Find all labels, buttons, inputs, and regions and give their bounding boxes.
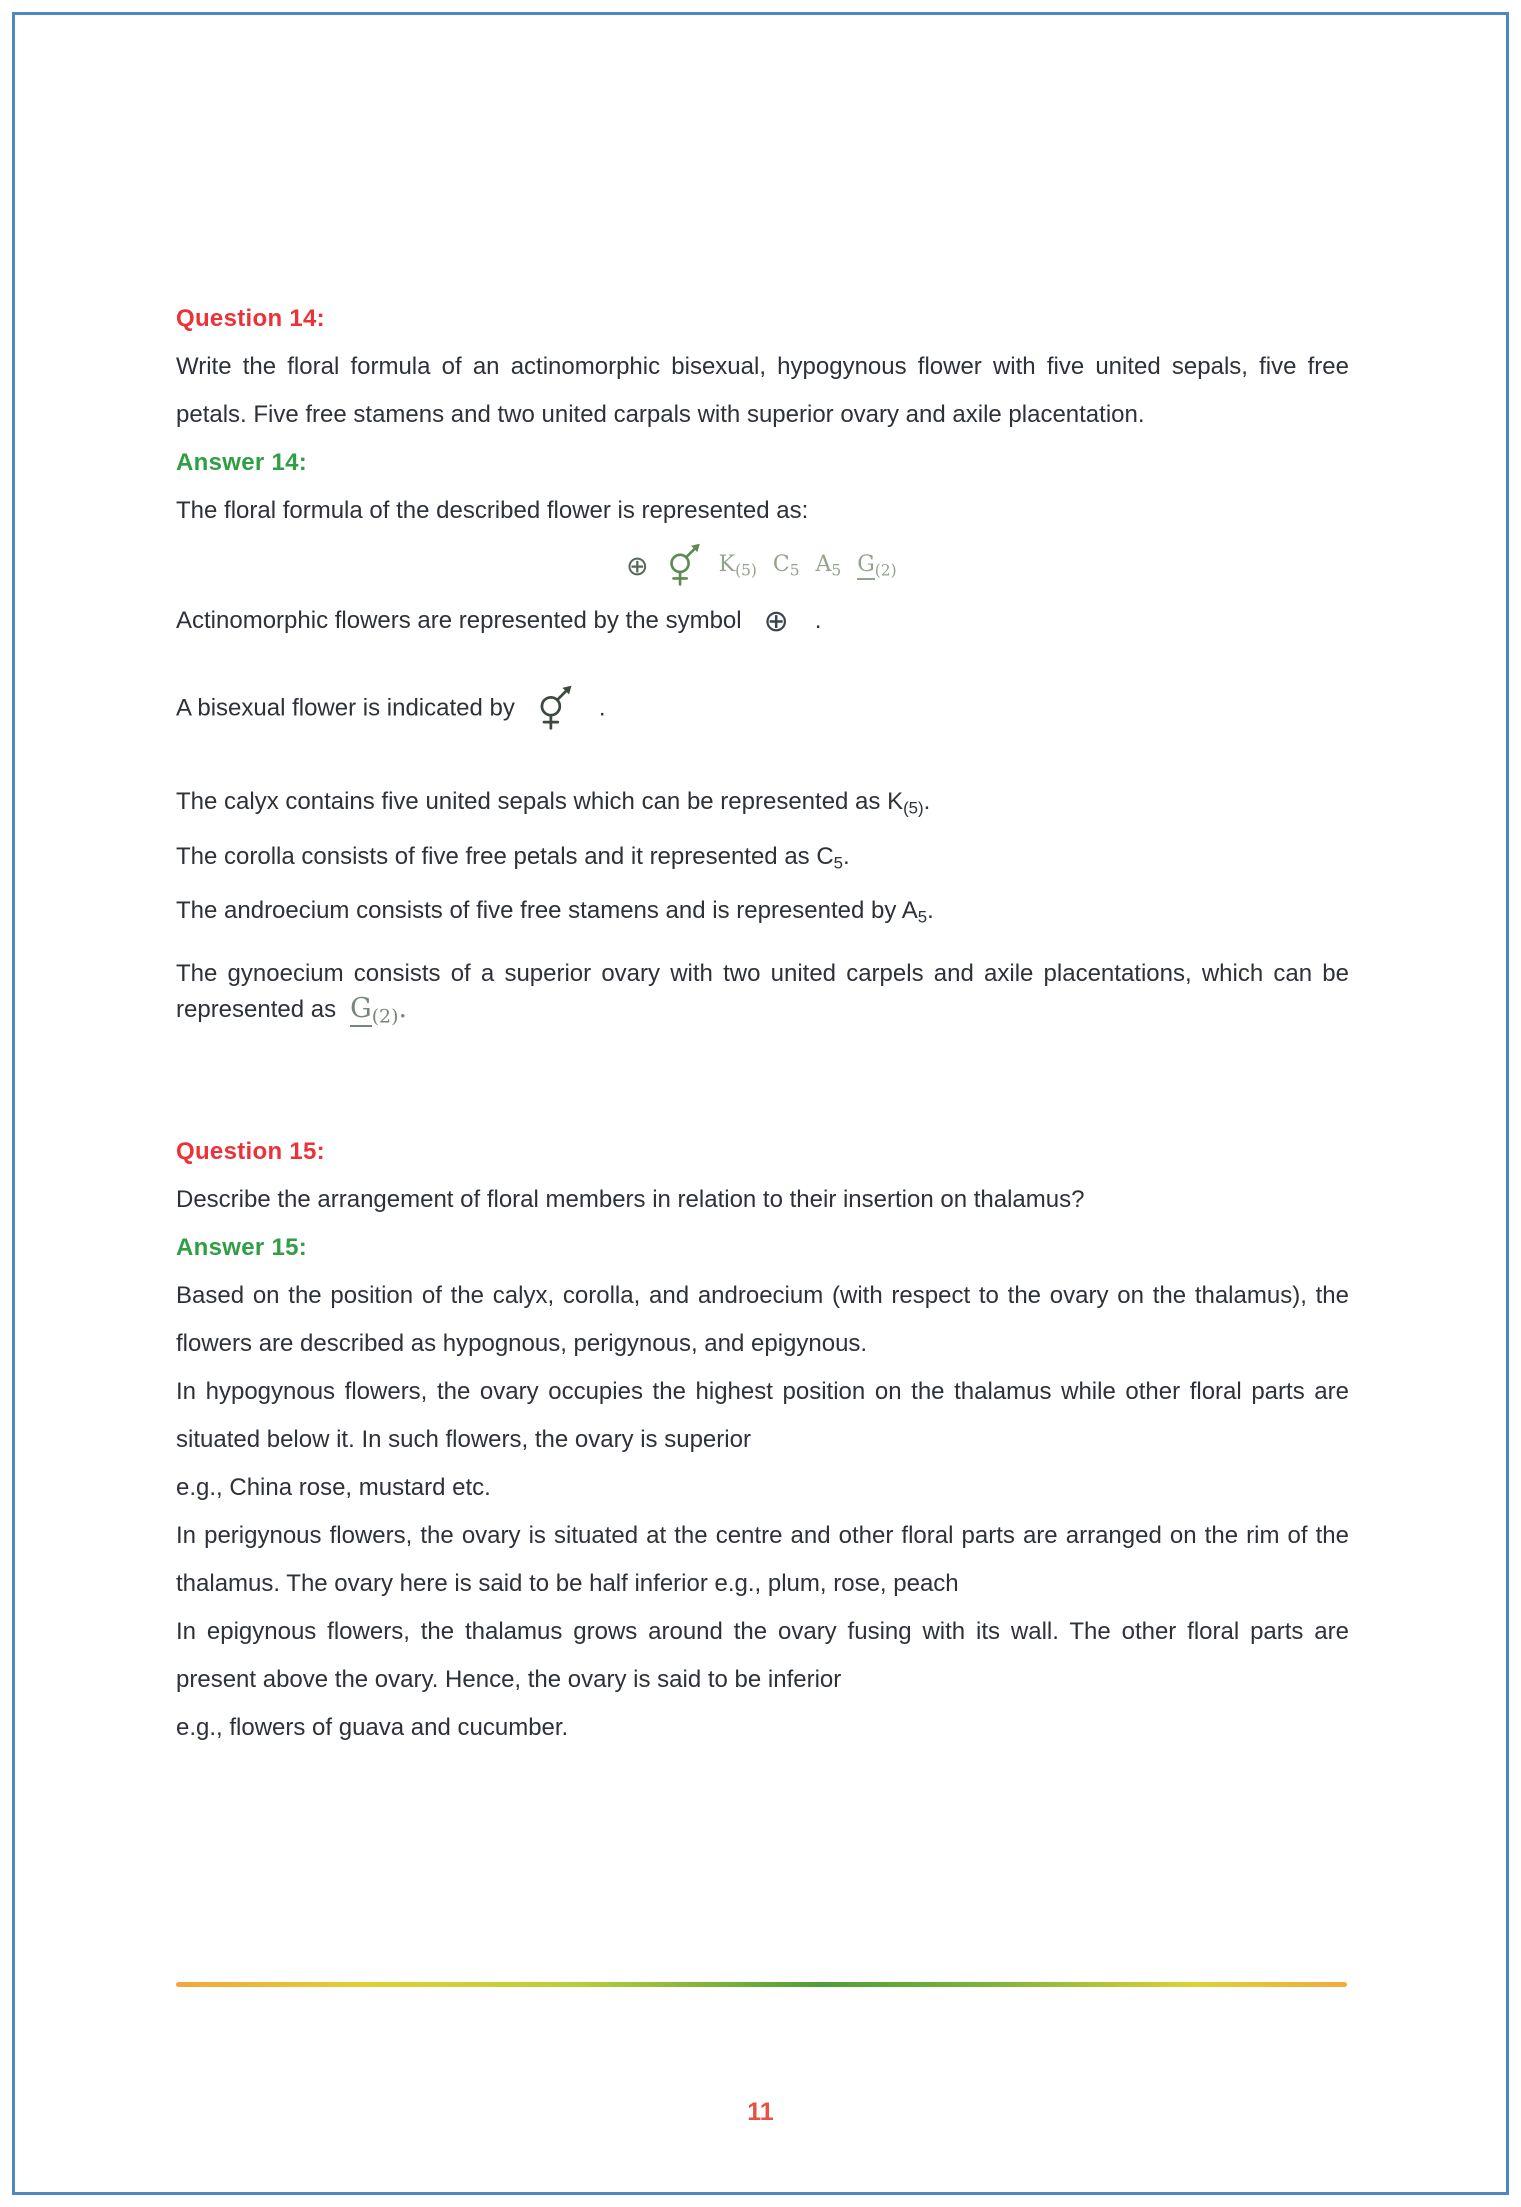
gynoecium-symbol: G(2). — [350, 993, 408, 1028]
answer-15-paragraph: In perigynous flowers, the ovary is situated at the centre and other floral parts are arranged on the rim of the thalamus. The ovary here is said to be half inferior e.g., plum, rose, peach — [176, 1522, 1349, 1598]
corolla-end: . — [843, 842, 850, 870]
corolla-subscript: 5 — [833, 853, 844, 873]
formula-terms — [719, 552, 897, 579]
answer-15-paragraph: e.g., flowers of guava and cucumber. — [176, 1714, 569, 1742]
answer-15-heading: Answer 15: — [176, 1234, 308, 1262]
answer-14-intro: The floral formula of the described flower is represented as: — [176, 497, 809, 524]
answer-15-paragraph: In epigynous flowers, the thalamus grows around the ovary fusing with its wall. The other floral parts are present above the ovary. Hence, the ovary is said to be inferior — [176, 1618, 1349, 1694]
question-15-text: Describe the arrangement of floral members in relation to their insertion on thalamus? — [176, 1186, 1085, 1214]
question-15-heading: Question 15: — [176, 1138, 325, 1166]
calyx-text: The calyx contains five united sepals which can be represented as K — [176, 788, 904, 815]
formula-calyx: K(5) — [718, 552, 757, 580]
bisexual-symbol-icon — [663, 542, 705, 590]
circled-plus-icon: ⊕ — [763, 604, 789, 639]
page-number: 11 — [747, 2098, 774, 2126]
answer-14-heading: Answer 14: — [176, 449, 308, 476]
question-14-text: Write the floral formula of an actinomorphic bisexual, hypogynous flower with five united sepals, five free petals. Five free stamens and two united carpals with superior ovary and axile placentation. — [176, 353, 1349, 428]
calyx-subscript: (5) — [903, 798, 924, 818]
calyx-end: . — [923, 788, 931, 815]
formula-gynoecium: G(2) — [857, 552, 897, 580]
actinomorphic-end: . — [814, 607, 822, 634]
answer-15-paragraph: e.g., China rose, mustard etc. — [176, 1474, 491, 1502]
question-14-heading: Question 14: — [176, 305, 325, 332]
androecium-line — [176, 887, 1349, 942]
androecium-subscript: 5 — [917, 908, 928, 928]
gynoecium-line — [176, 956, 1349, 1034]
actinomorphic-line — [176, 597, 1349, 646]
answer-15-paragraph: Based on the position of the calyx, corolla, and androecium (with respect to the ovary on the thalamus), the flowers are described as hypognous, perigynous, and epigynous. — [176, 1282, 1349, 1358]
bisexual-text: A bisexual flower is indicated by — [176, 694, 515, 722]
actinomorphic-text: Actinomorphic flowers are represented by the symbol — [176, 607, 742, 634]
formula-corolla: C5 — [772, 552, 800, 580]
corolla-line — [176, 833, 1349, 888]
answer-15-paragraph: In hypogynous flowers, the ovary occupies the highest position on the thalamus while other floral parts are situated below it. In such flowers, the ovary is superior — [176, 1378, 1349, 1454]
bisexual-line — [176, 684, 1349, 734]
footer-divider — [176, 1982, 1347, 1987]
page-content — [176, 295, 1349, 1752]
formula-androecium: A5 — [815, 552, 842, 580]
androecium-end: . — [927, 897, 934, 925]
calyx-line — [176, 778, 1349, 833]
actinomorphic-symbol-icon: ⊕ — [626, 550, 649, 582]
bisexual-sign-icon — [533, 684, 577, 734]
bisexual-end: . — [598, 694, 606, 722]
gynoecium-text: The gynoecium consists of a superior ovary with two united carpels and axile placentations, which can be represented as — [176, 960, 1349, 1024]
floral-formula — [626, 535, 1349, 597]
corolla-text: The corolla consists of five free petals and it represented as C — [176, 842, 834, 870]
androecium-text: The androecium consists of five free stamens and is represented by A — [176, 897, 918, 925]
